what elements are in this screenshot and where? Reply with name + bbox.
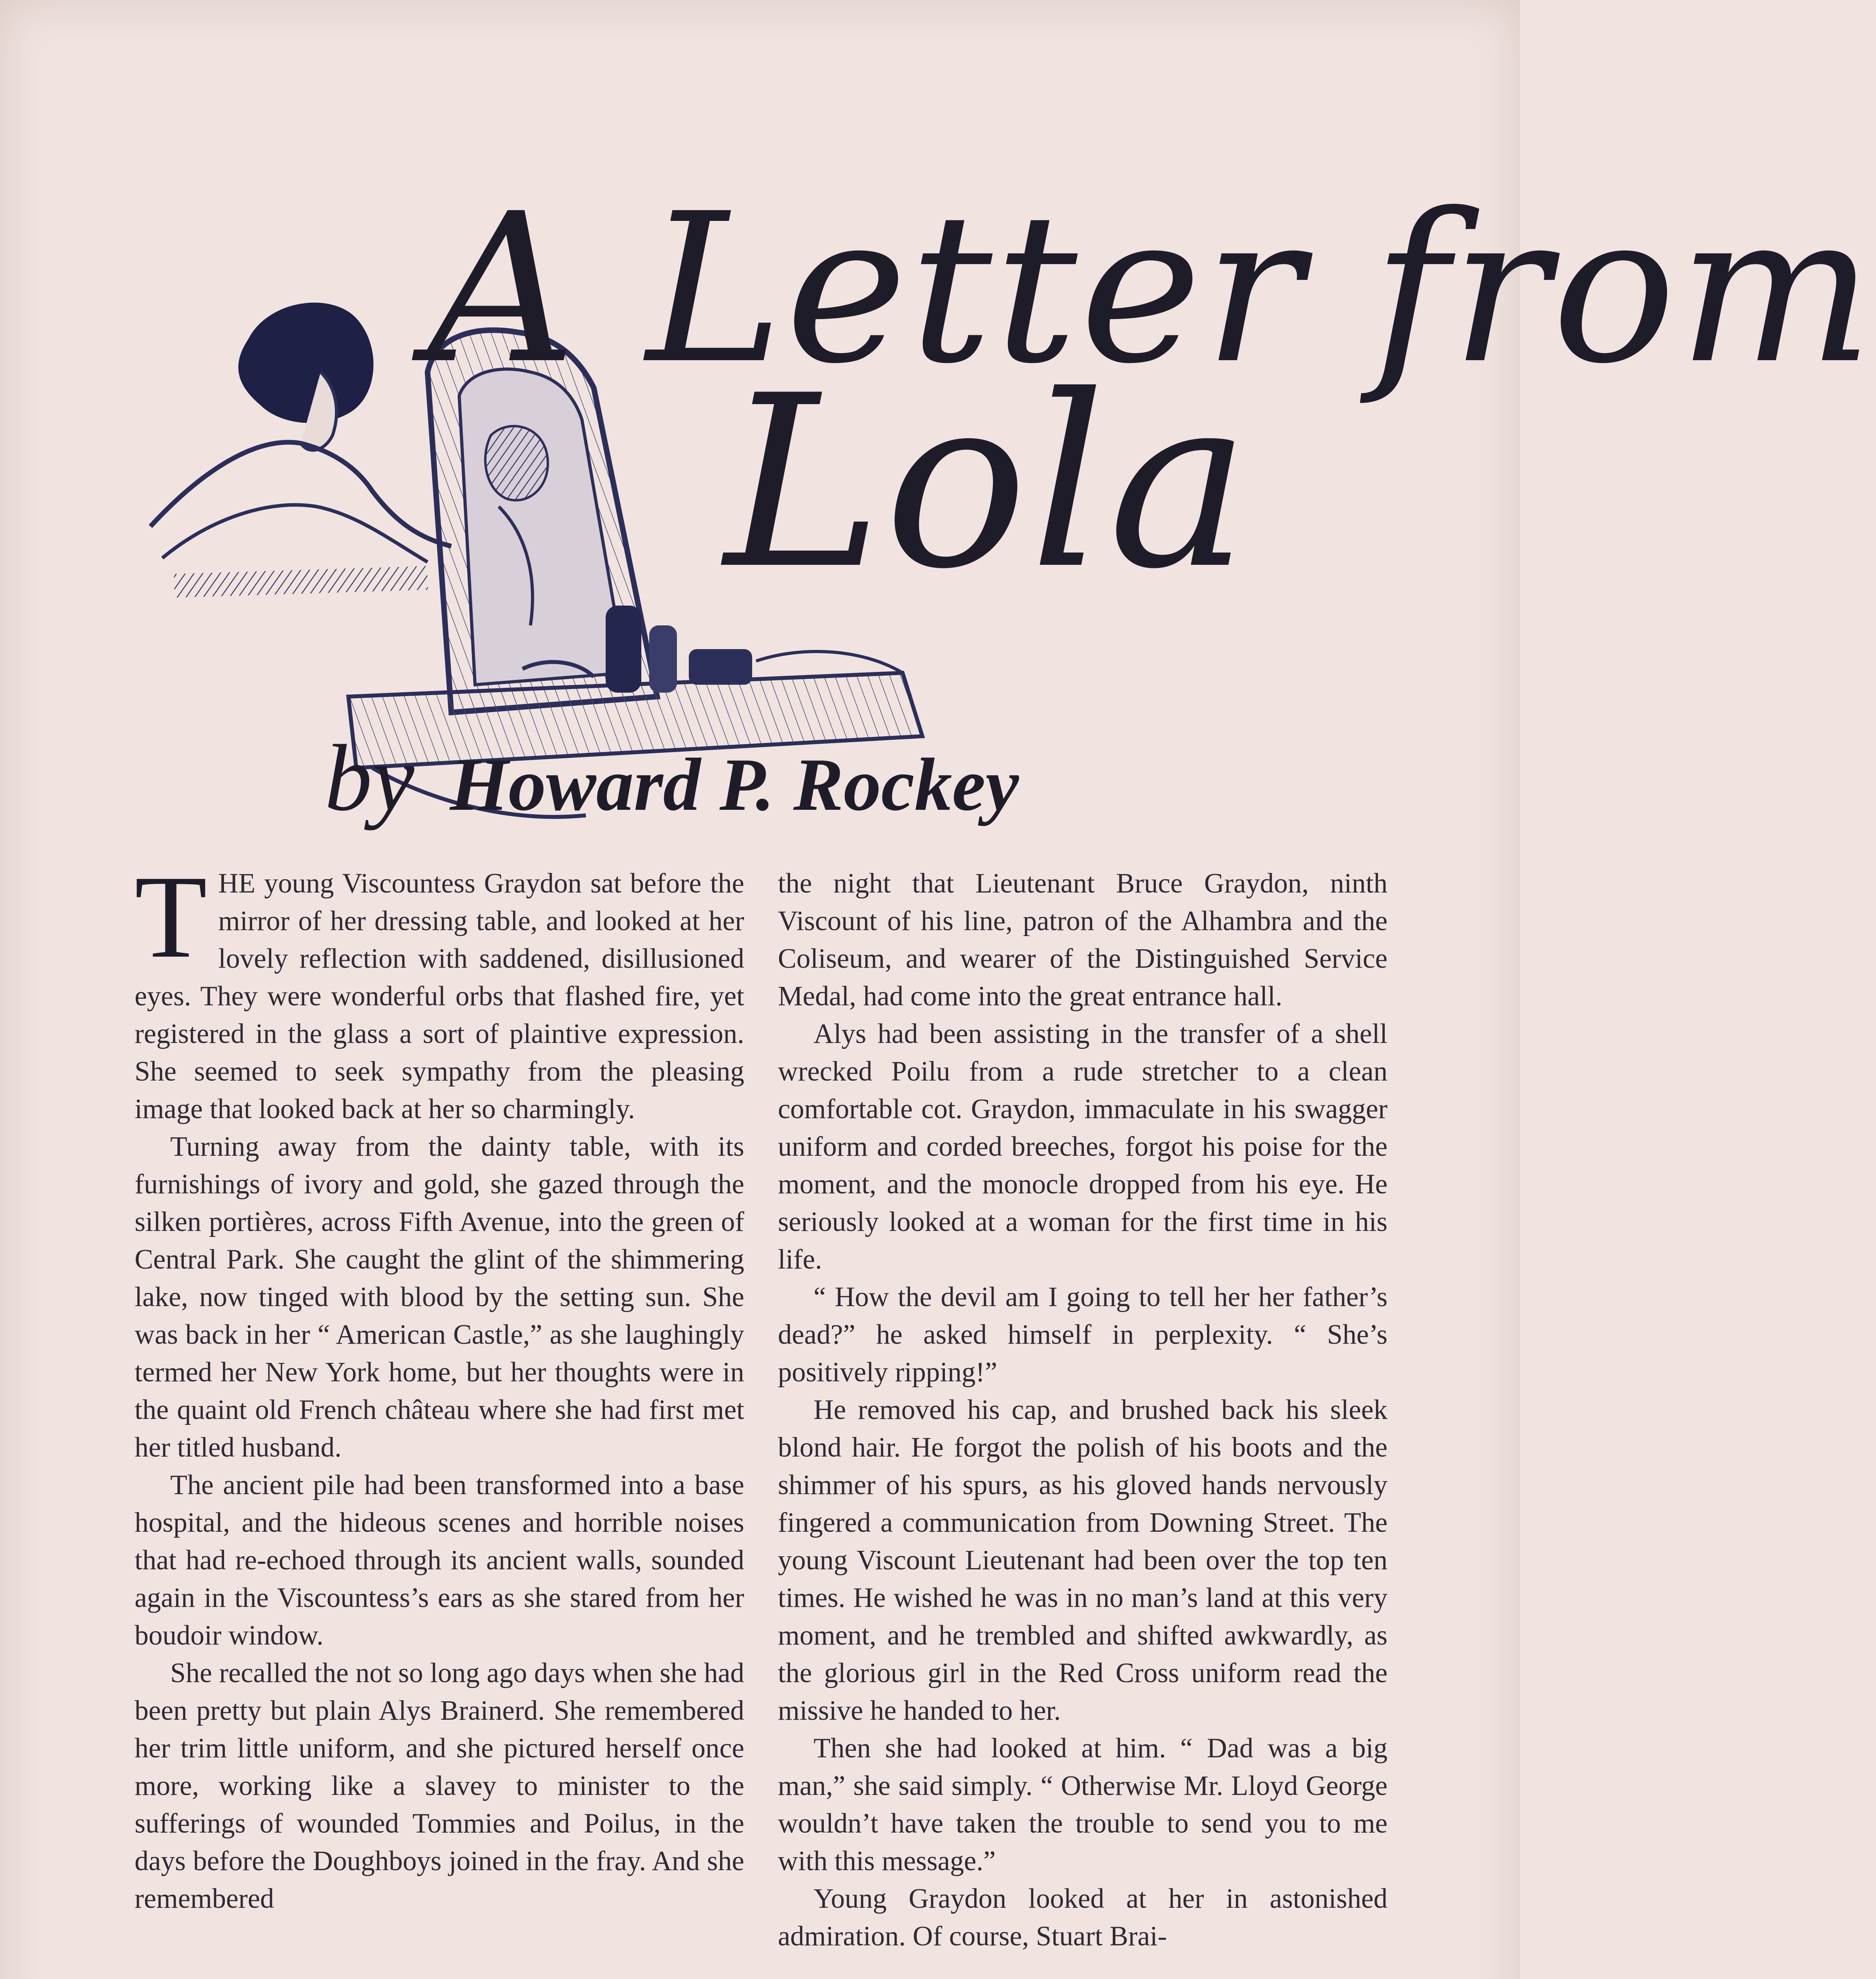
paragraph: Young Graydon looked at her in astonished admiration. Of course, Stuart Brai-: [778, 1883, 1388, 1952]
byline: [325, 725, 1019, 830]
paragraph: He removed his cap, and brushed back his sleek blond hair. He forgot the polish of his boots and the shimmer of his spurs, as his gloved hands nervously fingered a communication from Downing Street. The young Viscount Lieutenant had been over the top ten times. He wished he was in no man’s land at this very moment, and he trembled and shifted awkwardly, as the glorious girl in the Red Cross uniform read the missive he handed to her.: [778, 1394, 1388, 1726]
title-line-2: Lola: [724, 344, 1253, 621]
paragraph: Alys had been assisting in the transfer of a shell wrecked Poilu from a rude stretcher to a clean comfortable cot. Graydon, immaculate in his swagger uniform and corded breeches, forgot his poise for the moment, and the monocle dropped from his eye. He seriously looked at a woman for the first time in his life.: [778, 1018, 1388, 1275]
text-column-right: [778, 865, 1388, 1955]
paragraph: “ How the devil am I going to tell her her father’s dead?” he asked himself in perplexity. “ She’s positively ripping!”: [778, 1282, 1388, 1388]
paragraph: Turning away from the dainty table, with its furnishings of ivory and gold, she gazed through the silken portières, across Fifth Avenue, into the green of Central Park. She caught the glint of the shimmering lake, now tinged with blood by the setting sun. She was back in her “ American Castle,” as she laughingly termed her New York home, but her thoughts were in the quaint old French château where she had first met her titled husband.: [135, 1131, 744, 1463]
paragraph: The ancient pile had been transformed into a base hospital, and the hideous scenes and horrible noises that had re-echoed through its ancient walls, sounded again in the Viscountess’s ears as she stared from her boudoir window.: [135, 1470, 744, 1651]
paragraph-text: HE young Viscountess Graydon sat before the mirror of her dressing table, and looked at her lovely reflection with saddened, disillusioned eyes. They were wonderful orbs that flashed fire, yet registered in the glass a sort of plaintive expression. She seemed to seek sympathy from the pleasing image that looked back at her so charmingly.: [135, 868, 744, 1124]
paragraph: Then she had looked at him. “ Dad was a big man,” she said simply. “ Otherwise Mr. Lloyd George wouldn’t have taken the trouble to send you to me with this message.”: [778, 1733, 1388, 1876]
title-line-1: A Letter from: [428, 169, 1876, 409]
paragraph: the night that Lieutenant Bruce Graydon, ninth Viscount of his line, patron of the Alhambra and the Coliseum, and wearer of the Distinguished Service Medal, had come into the great entrance hall.: [778, 868, 1388, 1012]
byline-by: by: [325, 725, 414, 830]
drop-cap: T: [135, 851, 207, 982]
paragraph: She recalled the not so long ago days when she had been pretty but plain Alys Brainerd. She remembered her trim little uniform, and she pictured herself once more, working like a slavey to minister to the sufferings of wounded Tommies and Poilus, in the days before the Doughboys joined in the fray. And she remembered: [135, 1658, 744, 1914]
text-column-left: [135, 851, 744, 1918]
paragraph: [135, 851, 744, 1128]
author-name: Howard P. Rockey: [450, 743, 1019, 826]
